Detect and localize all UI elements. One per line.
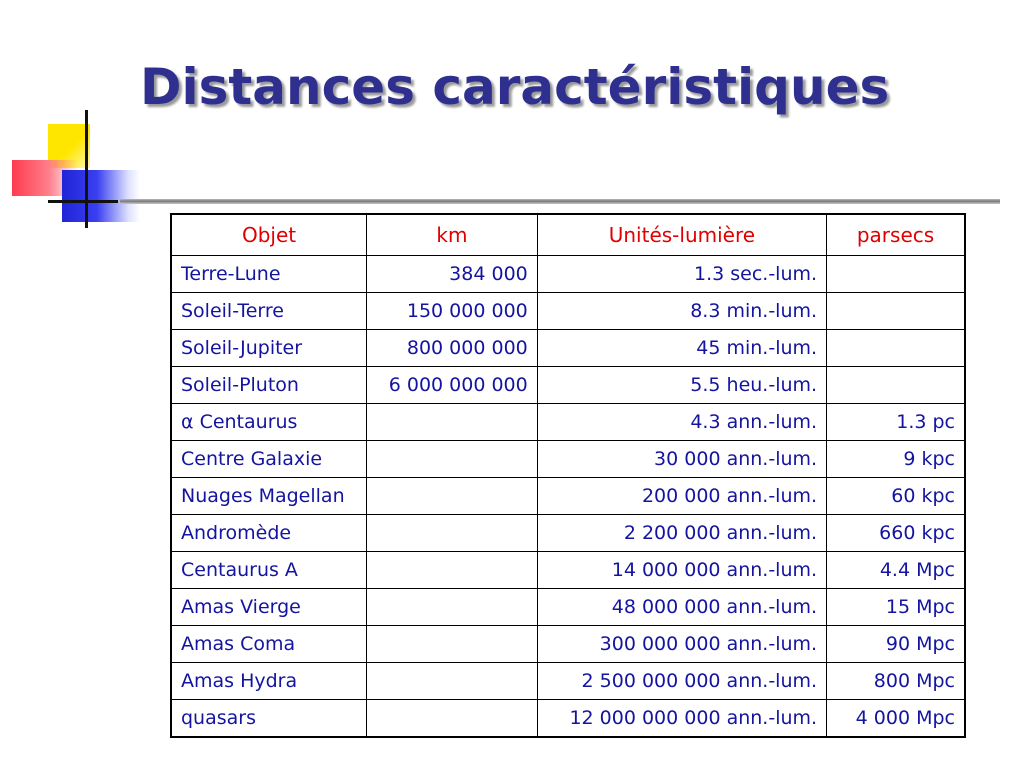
- header-unites-lumiere: Unités-lumière: [537, 214, 826, 256]
- cell-lumiere: 1.3 sec.-lum.: [537, 256, 826, 293]
- table-row: [171, 700, 965, 738]
- table-row: [171, 367, 965, 404]
- cell-lumiere: 5.5 heu.-lum.: [537, 367, 826, 404]
- cell-parsecs: 90 Mpc: [827, 626, 965, 663]
- table-row: [171, 256, 965, 293]
- cell-parsecs: 60 kpc: [827, 478, 965, 515]
- header-parsecs: parsecs: [827, 214, 965, 256]
- cell-lumiere: 14 000 000 ann.-lum.: [537, 552, 826, 589]
- cell-km: [367, 589, 538, 626]
- cell-parsecs: 660 kpc: [827, 515, 965, 552]
- cell-objet: Centre Galaxie: [171, 441, 367, 478]
- table-row: [171, 663, 965, 700]
- cell-km: 384 000: [367, 256, 538, 293]
- cell-lumiere: 300 000 000 ann.-lum.: [537, 626, 826, 663]
- cell-parsecs: 1.3 pc: [827, 404, 965, 441]
- cell-km: [367, 626, 538, 663]
- cell-lumiere: 2 500 000 000 ann.-lum.: [537, 663, 826, 700]
- cell-objet: Soleil-Terre: [171, 293, 367, 330]
- cell-parsecs: 4 000 Mpc: [827, 700, 965, 738]
- distances-table: [170, 213, 966, 738]
- cell-parsecs: [827, 256, 965, 293]
- cell-objet: Centaurus A: [171, 552, 367, 589]
- cell-objet: Soleil-Jupiter: [171, 330, 367, 367]
- horizontal-line: [48, 200, 118, 203]
- cell-km: [367, 441, 538, 478]
- cell-lumiere: 4.3 ann.-lum.: [537, 404, 826, 441]
- vertical-line: [85, 110, 88, 228]
- header-objet: Objet: [171, 214, 367, 256]
- cell-lumiere: 2 200 000 ann.-lum.: [537, 515, 826, 552]
- cell-objet: Soleil-Pluton: [171, 367, 367, 404]
- cell-parsecs: 4.4 Mpc: [827, 552, 965, 589]
- cell-lumiere: 30 000 ann.-lum.: [537, 441, 826, 478]
- cell-km: [367, 515, 538, 552]
- table-row: [171, 404, 965, 441]
- table-row: [171, 552, 965, 589]
- cell-parsecs: [827, 293, 965, 330]
- title-divider: [120, 199, 1000, 204]
- decorative-squares-logo: [0, 0, 160, 240]
- table-row: [171, 330, 965, 367]
- slide-title: Distances caractéristiques: [140, 58, 890, 116]
- cell-lumiere: 48 000 000 ann.-lum.: [537, 589, 826, 626]
- cell-km: 6 000 000 000: [367, 367, 538, 404]
- header-km: km: [367, 214, 538, 256]
- cell-objet: Amas Vierge: [171, 589, 367, 626]
- table-row: [171, 441, 965, 478]
- cell-km: [367, 478, 538, 515]
- cell-parsecs: 15 Mpc: [827, 589, 965, 626]
- cell-lumiere: 45 min.-lum.: [537, 330, 826, 367]
- cell-objet: quasars: [171, 700, 367, 738]
- cell-objet: Terre-Lune: [171, 256, 367, 293]
- table-row: [171, 589, 965, 626]
- cell-lumiere: 8.3 min.-lum.: [537, 293, 826, 330]
- table-row: [171, 478, 965, 515]
- cell-parsecs: [827, 367, 965, 404]
- table-header-row: [171, 214, 965, 256]
- cell-objet: Amas Coma: [171, 626, 367, 663]
- cell-parsecs: [827, 330, 965, 367]
- cell-km: [367, 404, 538, 441]
- table-row: [171, 293, 965, 330]
- cell-km: 150 000 000: [367, 293, 538, 330]
- cell-objet: Nuages Magellan: [171, 478, 367, 515]
- cell-km: [367, 663, 538, 700]
- cell-km: [367, 552, 538, 589]
- cell-km: [367, 700, 538, 738]
- cell-lumiere: 12 000 000 000 ann.-lum.: [537, 700, 826, 738]
- cell-lumiere: 200 000 ann.-lum.: [537, 478, 826, 515]
- cell-objet: Andromède: [171, 515, 367, 552]
- cell-objet: α Centaurus: [171, 404, 367, 441]
- cell-parsecs: 800 Mpc: [827, 663, 965, 700]
- cell-objet: Amas Hydra: [171, 663, 367, 700]
- cell-parsecs: 9 kpc: [827, 441, 965, 478]
- table-row: [171, 626, 965, 663]
- cell-km: 800 000 000: [367, 330, 538, 367]
- table-row: [171, 515, 965, 552]
- blue-square: [62, 170, 140, 222]
